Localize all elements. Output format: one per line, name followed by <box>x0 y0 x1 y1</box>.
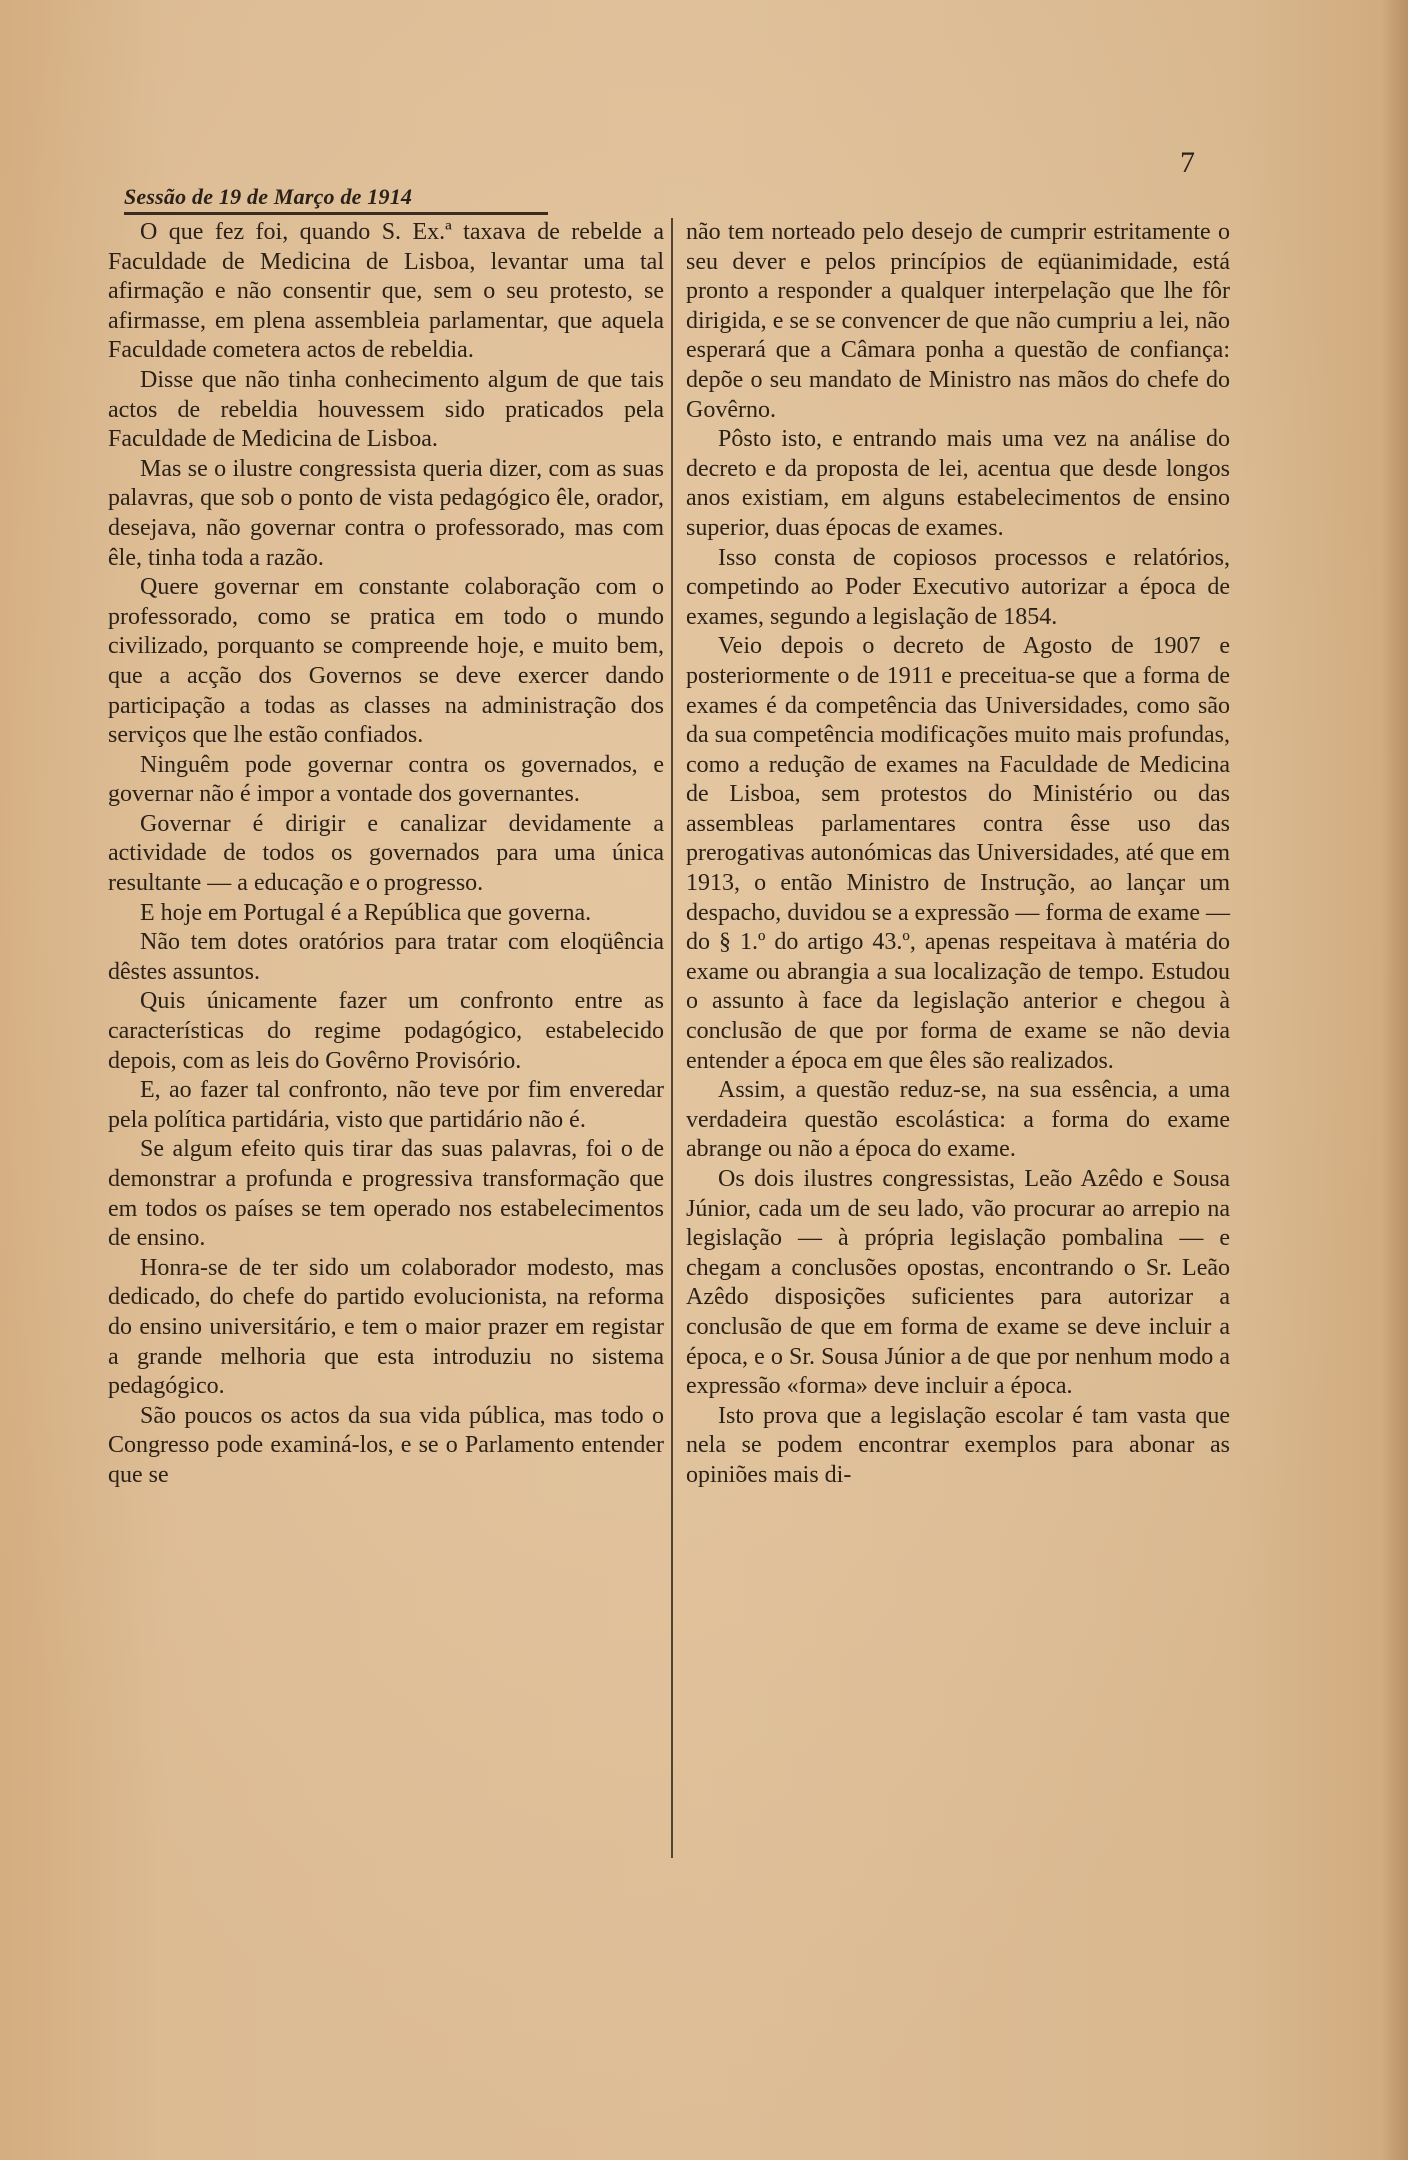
paragraph: Se algum efeito quis tirar das suas palavras, foi o de demonstrar a profunda e progressiva transformação que em todos os países se tem operado nos estabelecimentos de ensino. <box>108 1136 664 1252</box>
paragraph: não tem norteado pelo desejo de cumprir estritamente o seu dever e pelos princípios de eqüanimidade, está pronto a responder a qualquer interpelação que lhe fôr dirigida, e se se convencer de que não cumpriu a lei, não esperará que a Câmara ponha a questão de confiança: depõe o seu mandato de Ministro nas mãos do chefe do Govêrno. <box>686 219 1230 423</box>
paragraph: Quere governar em constante colaboração com o professorado, como se pratica em todo o mundo civilizado, porquanto se compreende hoje, e muito bem, que a acção dos Governos se deve exercer dando participação a todas as classes na administração dos serviços que lhe estão confiados. <box>108 574 664 749</box>
paragraph: Mas se o ilustre congressista queria dizer, com as suas palavras, que sob o ponto de vista pedagógico êle, orador, desejava, não governar contra o professorado, mas com êle, tinha toda a razão. <box>108 455 664 571</box>
paragraph: São poucos os actos da sua vida pública, mas todo o Congresso pode examiná-los, e se o Parlamento entender que se <box>108 1402 664 1488</box>
paragraph: Isto prova que a legislação escolar é tam vasta que nela se podem encontrar exemplos para abonar as opiniões mais di- <box>686 1402 1230 1488</box>
session-title: Sessão de 19 de Março de 1914 <box>124 184 413 209</box>
paragraph: Pôsto isto, e entrando mais uma vez na análise do decreto e da proposta de lei, acentua que desde longos anos existiam, em alguns estabelecimentos de ensino superior, duas épocas de exames. <box>686 426 1230 541</box>
page-number: 7 <box>1180 146 1195 179</box>
paragraph: Disse que não tinha conhecimento algum de que tais actos de rebeldia houvessem sido praticados pela Faculdade de Medicina de Lisboa. <box>108 366 664 453</box>
paragraph: Honra-se de ter sido um colaborador modesto, mas dedicado, do chefe do partido evolucionista, na reforma do ensino universitário, e tem o maior prazer em registar a grande melhoria que esta introduziu no sistema pedagógico. <box>108 1254 664 1400</box>
paragraph: Assim, a questão reduz-se, na sua essência, a uma verdadeira questão escolástica: a forma do exame abrange ou não a época do exame. <box>686 1077 1230 1163</box>
column-divider <box>671 218 673 1858</box>
paragraph: Quis únicamente fazer um confronto entre as características do regime podagógico, estabelecido depois, com as leis do Govêrno Provisório. <box>108 988 664 1074</box>
header-rule <box>124 212 548 215</box>
paragraph: O que fez foi, quando S. Ex.ª taxava de rebelde a Faculdade de Medicina de Lisboa, levantar uma tal afirmação e não consentir que, sem o seu protesto, se afirmasse, em plena assembleia parlamentar, que aquela Faculdade cometera actos de rebeldia. <box>108 219 664 364</box>
paragraph: Isso consta de copiosos processos e relatórios, competindo ao Poder Executivo autorizar a época de exames, segundo a legislação de 1854. <box>686 544 1230 630</box>
paragraph: Ninguêm pode governar contra os governados, e governar não é impor a vontade dos governantes. <box>108 751 664 808</box>
right-column <box>686 218 1230 1918</box>
page-header <box>124 172 1204 212</box>
paragraph: E hoje em Portugal é a República que governa. <box>140 899 592 926</box>
paragraph: Não tem dotes oratórios para tratar com eloqüência dêstes assuntos. <box>108 929 664 985</box>
paragraph: Veio depois o decreto de Agosto de 1907 e posteriormente o de 1911 e preceitua-se que a forma de exames é da competência das Universidades, como são da sua competência modificações muito mais profundas, como a redução de exames na Faculdade de Medicina de Lisboa, sem protestos do Ministério ou das assembleas parlamentares contra êsse uso das prerogativas autonómicas das Universidades, até que em 1913, o então Ministro de Instrução, ao lançar um despacho, duvidou se a expressão — forma de exame — do § 1.º do artigo 43.º, apenas respeitava à matéria do exame ou abrangia a sua localização de tempo. Estudou o assunto à face da legislação anterior e chegou à conclusão de que por forma de exame se não devia entender a época em que êles são realizados. <box>686 633 1230 1074</box>
paragraph: Governar é dirigir e canalizar devidamente a actividade de todos os governados para uma única resultante — a educação e o progresso. <box>108 810 664 897</box>
paragraph: E, ao fazer tal confronto, não teve por fim enveredar pela política partidária, visto que partidário não é. <box>108 1077 664 1133</box>
paragraph: Os dois ilustres congressistas, Leão Azêdo e Sousa Júnior, cada um de seu lado, vão procurar ao arrepio na legislação — à própria legislação pombalina — e chegam a conclusões opostas, encontrando o Sr. Leão Azêdo disposições suficientes para autorizar a conclusão de que em forma de exame se deve incluir a época, e o Sr. Sousa Júnior a de que por nenhum modo a expressão «forma» deve incluir a época. <box>686 1166 1230 1400</box>
left-column <box>108 218 664 1918</box>
